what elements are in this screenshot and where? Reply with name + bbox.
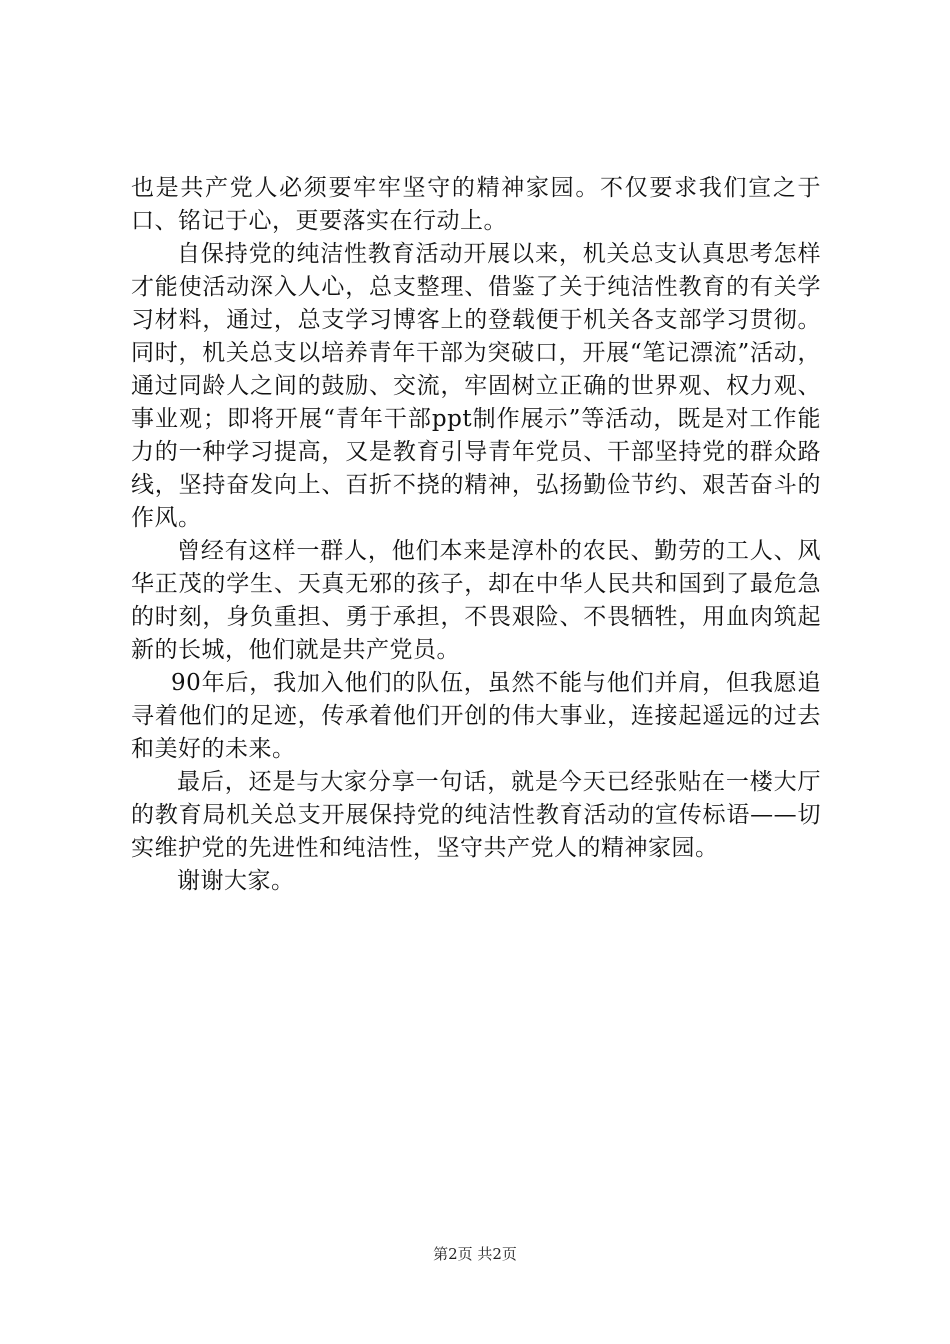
paragraph-party-members: 曾经有这样一群人，他们本来是淳朴的农民、勤劳的工人、风华正茂的学生、天真无邪的孩子，却在中华人民共和国到了最危急的时刻，身负重担、勇于承担，不畏艰险、不畏牺牲，用血肉筑起新的长城，他们就是共产党员。	[131, 538, 821, 663]
paragraph-purity-education: 自保持党的纯洁性教育活动开展以来，机关总支认真思考怎样才能使活动深入人心，总支整理、借鉴了关于纯洁性教育的有关学习材料，通过，总支学习博客上的登载便于机关各支部学习贯彻。同时，机关总支以培养青年干部为突破口，开展“笔记漂流”活动，通过同龄人之间的鼓励、交流，牢固树立正确的世界观、权力观、事业观；即将开展“青年干部ppt制作展示”等活动，既是对工作能力的一种学习提高，又是教育引导青年党员、干部坚持党的群众路线，坚持奋发向上、百折不挠的精神，弘扬勤俭节约、艰苦奋斗的作风。	[131, 241, 821, 531]
paragraph-thanks: 谢谢大家。	[177, 868, 295, 894]
paragraph-ninety-years: 90年后，我加入他们的队伍，虽然不能与他们并肩，但我愿追寻着他们的足迹，传承着他们开创的伟大事业，连接起遥远的过去和美好的未来。	[131, 670, 821, 762]
paragraph-continuation: 也是共产党人必须要牢牢坚守的精神家园。不仅要求我们宣之于口、铭记于心，更要落实在行动上。	[131, 175, 821, 234]
page-number-footer: 第2页 共2页	[433, 1245, 517, 1263]
document-body	[131, 172, 821, 898]
paragraph-slogan: 最后，还是与大家分享一句话，就是今天已经张贴在一楼大厅的教育局机关总支开展保持党的纯洁性教育活动的宣传标语——切实维护党的先进性和纯洁性，坚守共产党人的精神家园。	[131, 769, 821, 861]
